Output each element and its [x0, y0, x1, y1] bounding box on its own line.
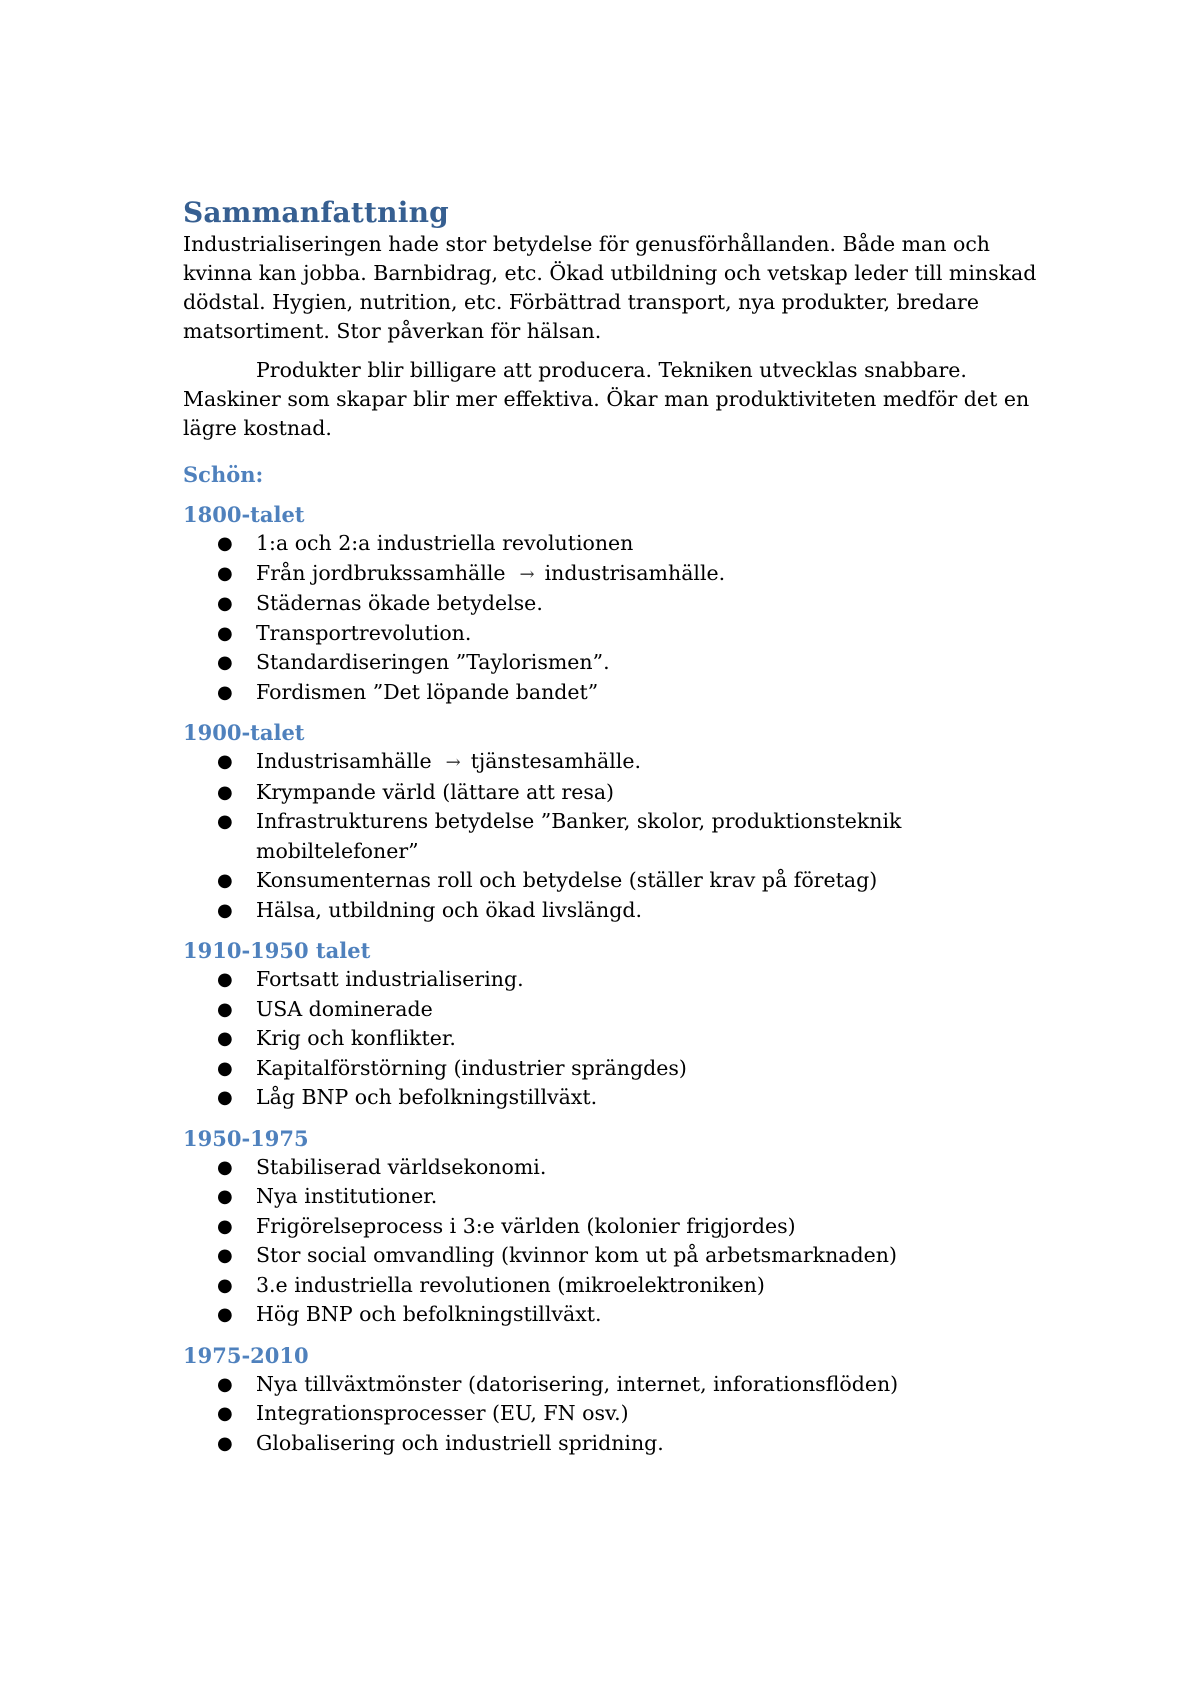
- bullet-icon: ●: [217, 870, 233, 891]
- bullet-icon: ●: [217, 593, 233, 614]
- production-paragraph: Produkter blir billigare att producera. Tekniken utvecklas snabbare. Maskiner som skapar blir mer effektiva. Ökar man produktiviteten medför det en lägre kostnad.: [183, 358, 1030, 440]
- list-item-text: USA dominerade: [256, 996, 433, 1021]
- list-item: [183, 1153, 1063, 1183]
- list-item: [183, 529, 1063, 559]
- list-item: [183, 866, 1063, 896]
- bullet-icon: ●: [217, 1215, 233, 1237]
- list-item: [183, 778, 1063, 808]
- list-item-text: Transportrevolution.: [256, 620, 472, 645]
- list-item-text: Krig och konflikter.: [256, 1026, 456, 1050]
- list-item: [183, 619, 1063, 649]
- list-item-text: Fortsatt industrialisering.: [256, 967, 524, 991]
- list-item-text: Hälsa, utbildning och ökad livslängd.: [256, 897, 642, 922]
- bullet-icon: ●: [217, 899, 233, 921]
- list-item: [183, 648, 1063, 678]
- list-item: [183, 678, 1063, 708]
- era-heading: 1900-talet: [183, 720, 305, 745]
- bullet-icon: ●: [217, 969, 233, 990]
- era-bullet-list: [183, 965, 1063, 1113]
- list-item-text: 1:a och 2:a industriella revolutionen: [256, 531, 634, 555]
- list-item: [183, 807, 1063, 866]
- bullet-icon: ●: [217, 562, 233, 584]
- section-title-schon: Schön:: [183, 462, 264, 487]
- bullet-icon: ●: [217, 1373, 233, 1395]
- list-item: [183, 1399, 1063, 1429]
- list-item-text: Infrastrukturens betydelse ”Banker, skolor, produktionsteknik mobiltelefoner”: [256, 809, 902, 863]
- arrow-right-icon: →: [519, 563, 535, 585]
- list-item-text: Fordismen ”Det löpande bandet”: [256, 679, 599, 704]
- list-item: [183, 1370, 1063, 1400]
- bullet-icon: ●: [217, 1245, 233, 1266]
- list-item-text: Kapitalförstörning (industrier sprängdes): [256, 1055, 687, 1080]
- bullet-icon: ●: [217, 533, 233, 554]
- era-heading: 1950-1975: [183, 1125, 309, 1151]
- list-item: [183, 1212, 1063, 1242]
- list-item: [183, 747, 1063, 778]
- bullet-icon: ●: [217, 1432, 233, 1454]
- era-bullet-list: [183, 529, 1063, 707]
- arrow-right-icon: →: [445, 752, 461, 773]
- list-item-text: Globalisering och industriell spridning.: [256, 1430, 664, 1455]
- list-item: [183, 896, 1063, 926]
- bullet-icon: ●: [217, 1274, 233, 1296]
- era-sections: [183, 501, 1063, 1458]
- list-item: [183, 965, 1063, 995]
- era-bullet-list: [183, 1370, 1063, 1459]
- list-item-text-after: industrisamhälle.: [544, 560, 726, 585]
- list-item-text: Nya institutioner.: [256, 1184, 438, 1208]
- list-item: [183, 559, 1063, 590]
- list-item: [183, 1241, 1063, 1271]
- list-item-text-after: tjänstesamhälle.: [470, 749, 641, 773]
- bullet-icon: ●: [217, 1028, 233, 1049]
- list-item-text: Konsumenternas roll och betydelse (ställer krav på företag): [256, 868, 878, 892]
- era-bullet-list: [183, 1153, 1063, 1330]
- bullet-icon: ●: [217, 1156, 233, 1178]
- era-bullet-list: [183, 747, 1063, 925]
- list-item: [183, 1083, 1063, 1113]
- list-item: [183, 589, 1063, 619]
- summary-paragraph: Industrialiseringen hade stor betydelse för genusförhållanden. Både man och kvinna kan jobba. Barnbidrag, etc. Ökad utbildning och vetskap leder till minskad dödstal. Hygien, nutrition, etc. Förbättrad transport, nya produkter, bredare matsortiment. Stor påverkan för hälsan.: [183, 232, 1037, 343]
- list-item-text-before: Från jordbrukssamhälle: [256, 560, 506, 585]
- list-item-text: Krympande värld (lättare att resa): [256, 779, 615, 804]
- list-item: [183, 1024, 1063, 1054]
- bullet-icon: ●: [217, 781, 233, 803]
- list-item-text: Integrationsprocesser (EU, FN osv.): [256, 1401, 629, 1425]
- list-item: [183, 1300, 1063, 1330]
- list-item: [183, 1271, 1063, 1301]
- list-item-text: Hög BNP och befolkningstillväxt.: [256, 1302, 602, 1326]
- era-heading: 1800-talet: [183, 502, 305, 527]
- bullet-icon: ●: [217, 998, 233, 1020]
- bullet-icon: ●: [217, 1087, 233, 1108]
- bullet-icon: ●: [217, 1304, 233, 1325]
- bullet-icon: ●: [217, 681, 233, 703]
- era-heading: 1910-1950 talet: [183, 938, 371, 963]
- list-item-text: Låg BNP och befolkningstillväxt.: [256, 1085, 598, 1109]
- bullet-icon: ●: [217, 652, 233, 673]
- bullet-icon: ●: [217, 1403, 233, 1424]
- list-item: [183, 1182, 1063, 1212]
- document-title: Sammanfattning: [183, 196, 449, 229]
- bullet-icon: ●: [217, 1057, 233, 1079]
- list-item: [183, 1054, 1063, 1084]
- list-item-text: Standardiseringen ”Taylorismen”.: [256, 650, 610, 674]
- list-item-text: Stabiliserad världsekonomi.: [256, 1154, 547, 1179]
- list-item-text: 3.e industriella revolutionen (mikroelektroniken): [256, 1272, 765, 1297]
- bullet-icon: ●: [217, 622, 233, 644]
- bullet-icon: ●: [217, 751, 233, 772]
- list-item: [183, 1429, 1063, 1459]
- document-page: [183, 196, 1063, 1458]
- list-item: [183, 995, 1063, 1025]
- list-item-text: Städernas ökade betydelse.: [256, 591, 543, 615]
- list-item-text-before: Industrisamhälle: [256, 749, 432, 773]
- bullet-icon: ●: [217, 1186, 233, 1207]
- list-item-text: Stor social omvandling (kvinnor kom ut på arbetsmarknaden): [256, 1243, 897, 1267]
- era-heading: 1975-2010: [183, 1342, 309, 1368]
- list-item-text: Nya tillväxtmönster (datorisering, internet, inforationsflöden): [256, 1371, 899, 1396]
- list-item-text: Frigörelseprocess i 3:e världen (kolonier frigjordes): [256, 1213, 796, 1238]
- bullet-icon: ●: [217, 811, 233, 832]
